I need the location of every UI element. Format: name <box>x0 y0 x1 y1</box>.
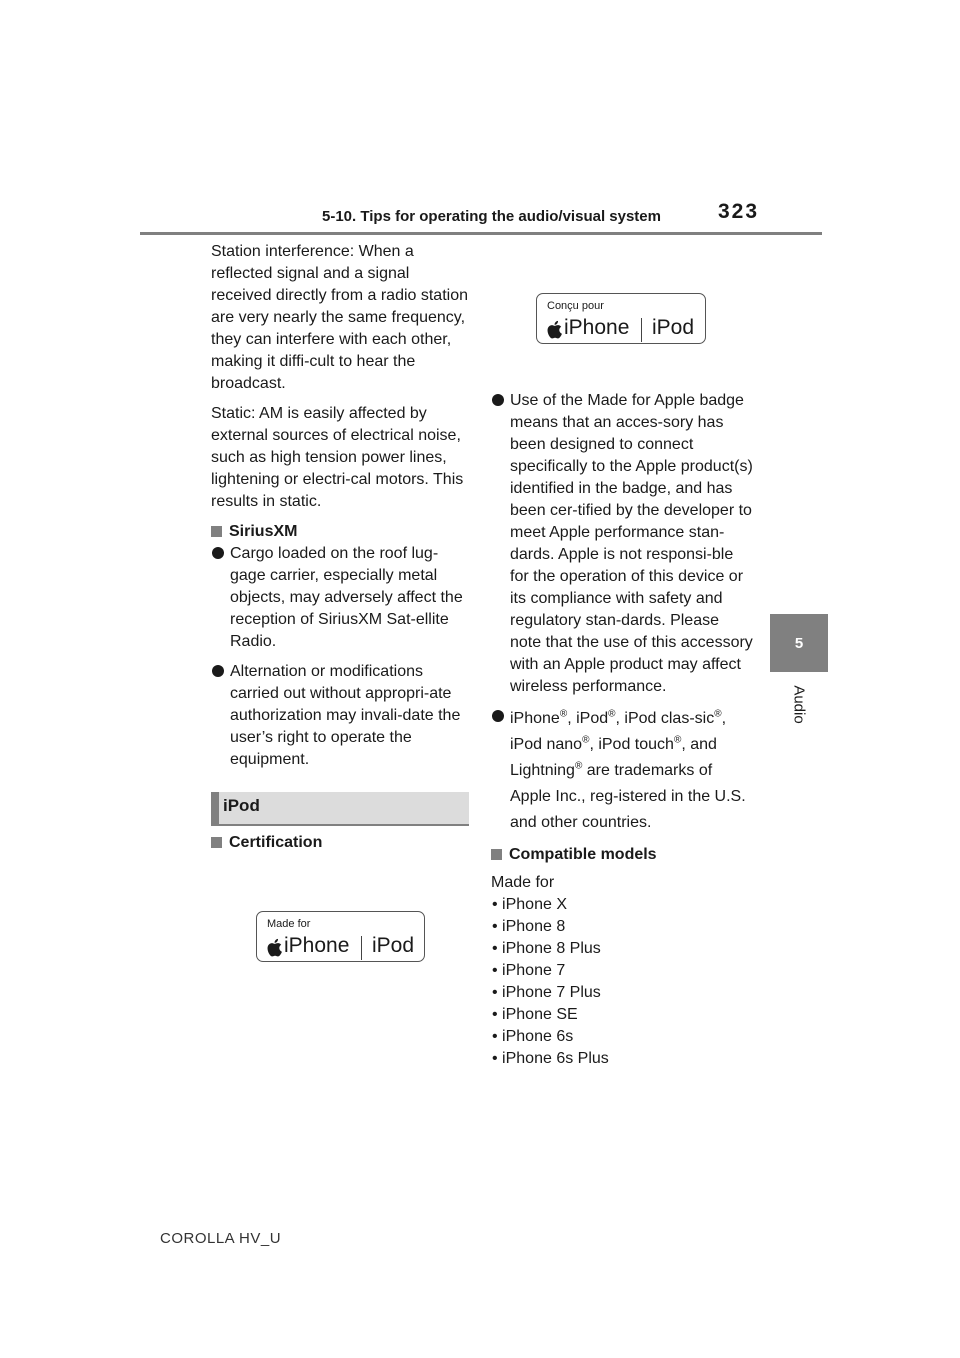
compatible-models-heading: Compatible models <box>491 844 753 866</box>
model-list-item: • iPhone 6s Plus <box>492 1050 609 1067</box>
badge-product-ipod: iPod <box>652 316 695 339</box>
siriusxm-bullet: Alternation or modifications carried out without appropri-ate authorization may invali-date the user’s right to operate the equipment. <box>211 661 473 771</box>
page-number: 323 <box>718 200 760 223</box>
header-divider <box>140 232 822 235</box>
trademark-text: , iPod clas-sic <box>615 710 715 727</box>
badge-product-iphone: iPhone <box>564 316 630 339</box>
trademark-text: are trademarks of Apple Inc., reg-istered in the U.S. and other countries. <box>510 762 746 831</box>
badge-product-ipod: iPod <box>372 934 415 957</box>
ipod-section-title: iPod <box>223 796 260 815</box>
model-list-item: • iPhone 7 Plus <box>492 984 601 1001</box>
section-title: 5-10. Tips for operating the audio/visual system <box>322 208 661 225</box>
badge-product-iphone: iPhone <box>284 934 350 957</box>
static-paragraph: Static: AM is easily affected by external sources of electrical noise, such as high tension power lines, lightening or electri-cal motors. This results in static. <box>211 405 464 510</box>
trademark-text: , iPod <box>567 710 609 727</box>
model-list-item: • iPhone SE <box>492 1006 578 1023</box>
apple-logo-icon <box>267 938 282 957</box>
chapter-number: 5 <box>794 634 804 652</box>
ipod-section-header <box>211 792 469 826</box>
siriusxm-heading: SiriusXM <box>211 521 473 543</box>
concu-pour-iphone-ipod-badge <box>536 293 706 344</box>
badge-caption: Made for <box>267 918 311 930</box>
badge-caption: Conçu pour <box>547 300 604 312</box>
registered-mark: ® <box>574 760 583 772</box>
vehicle-model-code: COROLLA HV_U <box>160 1230 282 1247</box>
trademark-text: , and Lightning <box>510 736 717 779</box>
left-column <box>211 241 473 779</box>
model-list-item: • iPhone 7 <box>492 962 566 979</box>
model-list-item: • iPhone 8 <box>492 918 566 935</box>
model-list-item: • iPhone 8 Plus <box>492 940 601 957</box>
siriusxm-bullet: Cargo loaded on the roof lug-gage carrier, especially metal objects, may adversely affect the reception of SiriusXM Sat-ellite Radio. <box>211 543 473 653</box>
badge-separator <box>361 936 362 960</box>
registered-mark: ® <box>714 708 722 720</box>
registered-mark: ® <box>673 734 682 746</box>
registered-mark: ® <box>559 708 568 720</box>
right-column <box>491 390 753 1070</box>
certification-block <box>211 832 469 854</box>
trademark-bullet <box>491 706 753 836</box>
certification-heading: Certification <box>211 832 469 854</box>
made-for-label: Made for <box>491 874 555 891</box>
trademark-text: , iPod touch <box>589 736 674 753</box>
apple-logo-icon <box>547 320 562 339</box>
model-list-item: • iPhone X <box>492 896 567 913</box>
trademark-text: iPhone <box>510 710 560 727</box>
registered-mark: ® <box>608 708 616 720</box>
chapter-label-container <box>770 674 828 734</box>
apple-badge-bullet: Use of the Made for Apple badge means that an acces-sory has been designed to connect specifically to the Apple product(s) identified in the badge, and has been cer-tified by the developer to meet Apple performance stan-dards. Apple is not responsi-ble for the operation of this device or its compliance with safety and regulatory stan-dards. Please note that the use of this accessory with an Apple product may affect wireless performance. <box>491 390 753 698</box>
made-for-iphone-ipod-badge <box>256 911 425 962</box>
badge-separator <box>641 318 642 342</box>
chapter-label: Audio <box>790 684 808 724</box>
station-interference-paragraph: Station interference: When a reflected signal and a signal received directly from a radio station are very nearly the same frequency, they can interfere with each other, making it diffi-cult to hear the broadcast. <box>211 243 468 392</box>
registered-mark: ® <box>582 734 590 746</box>
trademark-text: , iPod nano <box>510 710 727 753</box>
chapter-tab <box>770 614 828 672</box>
model-list-item: • iPhone 6s <box>492 1028 574 1045</box>
